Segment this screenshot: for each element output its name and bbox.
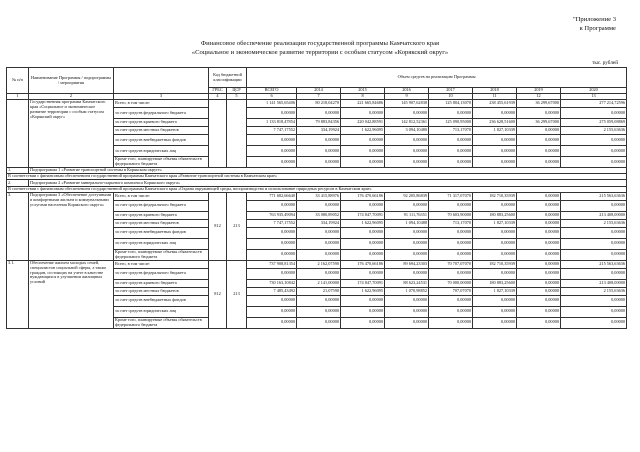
year-value: 70 000,00000 — [429, 279, 473, 287]
year-value: 0,00000 — [429, 108, 473, 119]
year-value: 79 883,84356 — [297, 119, 341, 127]
year-value: 142 812,52361 — [385, 119, 429, 127]
year-value: 125 090,95000 — [429, 119, 473, 127]
year-value: 0,00000 — [385, 146, 429, 157]
total-value: 7 485,43492 — [247, 287, 297, 295]
funding-source-label: за счет средств внебюджетных фондов — [114, 135, 209, 146]
header-csr: ЦСР — [227, 88, 247, 94]
total-value: 0,00000 — [247, 249, 297, 260]
year-value: 0,00000 — [517, 200, 561, 211]
header-year: 2019 — [517, 88, 561, 94]
year-value: 0,00000 — [429, 227, 473, 238]
year-value: 238 455,61939 — [473, 100, 517, 108]
funding-source-label: за счет средств местных бюджетов — [114, 287, 209, 295]
year-value: 0,00000 — [385, 108, 429, 119]
year-value: 182 710,35939 — [473, 192, 517, 200]
year-value: 0,00000 — [341, 317, 385, 328]
funding-source-label: за счет средств внебюджетных фондов — [114, 227, 209, 238]
total-value: 0,00000 — [247, 295, 297, 306]
year-value: 0,00000 — [297, 295, 341, 306]
index-cell: 4 — [209, 94, 227, 100]
csr-code: 213 — [227, 260, 247, 328]
table-row — [7, 100, 627, 108]
year-value: 0,00000 — [429, 306, 473, 317]
index-cell: 3 — [114, 94, 209, 100]
funding-source-label: Всего, в том числе: — [114, 192, 209, 200]
year-value: 0,00000 — [341, 227, 385, 238]
year-value: 0,00000 — [517, 157, 561, 168]
year-value: 713,17070 — [429, 127, 473, 135]
year-value: 0,00000 — [473, 227, 517, 238]
funding-source-label: за счет средств местных бюджетов — [114, 219, 209, 227]
funding-source-label: за счет средств местных бюджетов — [114, 127, 209, 135]
year-value: 0,00000 — [473, 200, 517, 211]
year-value: 0,00000 — [341, 157, 385, 168]
year-value: 0,00000 — [517, 279, 561, 287]
year-value: 0,00000 — [473, 157, 517, 168]
year-value: 80 218,04270 — [297, 100, 341, 108]
csr-code — [227, 100, 247, 168]
year-value: 0,00000 — [561, 249, 627, 260]
header-year: 2018 — [473, 88, 517, 94]
year-value: 0,00000 — [561, 146, 627, 157]
header-year: 2017 — [429, 88, 473, 94]
year-value: 0,00000 — [517, 211, 561, 219]
year-value: 92 205,86839 — [385, 192, 429, 200]
funding-source-label: за счет средств федерального бюджета — [114, 108, 209, 119]
year-value: 0,00000 — [517, 238, 561, 249]
year-value: 1 827,10339 — [473, 127, 517, 135]
total-value: 0,00000 — [247, 135, 297, 146]
header-year: 2020 — [561, 88, 627, 94]
year-value: 2 155,63636 — [561, 287, 627, 295]
index-cell: 12 — [517, 94, 561, 100]
year-value: 182 710,35939 — [473, 260, 517, 268]
funding-note: В соответствии с финансовым обеспечением государственной программы Камчатского края «Развитие транспортной системы в Камчатском крае» — [7, 174, 627, 180]
program-name: Обеспечение жильем молодых семей, специалистов социальной сферы, а также граждан, состоящих на учете в качестве нуждающихся в улучшении жилищных условий — [29, 260, 114, 328]
year-value: 33 080,89052 — [297, 211, 341, 219]
year-value: 36 299,67000 — [517, 119, 561, 127]
funding-source-label: Кроме того, планируемые объемы обязательств федерального бюджета — [114, 317, 209, 328]
header-year: 2016 — [385, 88, 429, 94]
total-value: 1 141 565,65406 — [247, 100, 297, 108]
year-value: 0,00000 — [517, 219, 561, 227]
year-value: 91 111,76351 — [385, 211, 429, 219]
funding-note: В соответствии с финансовым обеспечением государственной программы Камчатского края «Охрана окружающей среды, воспроизводство и использование природных ресурсов в Камчатском крае» — [7, 186, 627, 192]
year-value: 236 628,51600 — [473, 119, 517, 127]
total-value: 1 133 818,47854 — [247, 119, 297, 127]
year-value: 0,00000 — [517, 306, 561, 317]
year-value: 0,00000 — [297, 108, 341, 119]
year-value: 707,07070 — [429, 287, 473, 295]
funding-source-label: за счет средств федерального бюджета — [114, 268, 209, 279]
document-title — [0, 40, 640, 57]
funding-source-label: за счет средств краевого бюджета — [114, 119, 209, 127]
year-value: 1 622,96095 — [341, 219, 385, 227]
year-value: 0,00000 — [297, 227, 341, 238]
year-value: 0,00000 — [517, 127, 561, 135]
year-value: 0,00000 — [473, 108, 517, 119]
grbs-code: 812 — [209, 260, 227, 328]
year-value: 0,00000 — [561, 268, 627, 279]
year-value: 36 299,67000 — [517, 100, 561, 108]
year-value: 0,00000 — [385, 306, 429, 317]
funding-source-label: за счет средств федерального бюджета — [114, 200, 209, 211]
year-value: 0,00000 — [297, 238, 341, 249]
year-value: 0,00000 — [385, 227, 429, 238]
year-value: 0,00000 — [473, 146, 517, 157]
header-num: № п/п — [7, 68, 29, 94]
year-value: 0,00000 — [341, 268, 385, 279]
total-value: 730 163,10842 — [247, 279, 297, 287]
index-cell: 8 — [341, 94, 385, 100]
year-value: 1 070,98852 — [385, 287, 429, 295]
table-row — [7, 260, 627, 268]
header-code: Код бюджетной классификации — [209, 68, 247, 88]
year-value: 0,00000 — [341, 108, 385, 119]
index-cell: 13 — [561, 94, 627, 100]
index-cell: 10 — [429, 94, 473, 100]
year-value: 0,00000 — [517, 260, 561, 268]
total-value: 7 747,17552 — [247, 219, 297, 227]
year-value: 0,00000 — [429, 238, 473, 249]
table-body — [7, 100, 627, 329]
year-value: 70 603,90000 — [429, 211, 473, 219]
year-value: 213 408,00000 — [561, 279, 627, 287]
year-value: 0,00000 — [473, 317, 517, 328]
year-value: 0,00000 — [517, 227, 561, 238]
program-name: Подпрограмма 3 «Обеспечение доступными и комфортными жильем и коммунальными услугами населения Корякского округа» — [29, 192, 114, 260]
program-name: Государственная программа Камчатского края «Социальное и экономическое развитие территории с особым статусом «Корякский округ» — [29, 100, 114, 168]
year-value: 0,00000 — [473, 295, 517, 306]
year-value: 0,00000 — [385, 317, 429, 328]
year-value: 2 155,63636 — [561, 127, 627, 135]
index-cell: 11 — [473, 94, 517, 100]
finance-table — [6, 67, 627, 329]
year-value: 1 622,96095 — [341, 127, 385, 135]
header-year: 2014 — [297, 88, 341, 94]
year-value: 0,00000 — [517, 108, 561, 119]
funding-source-label: за счет средств краевого бюджета — [114, 279, 209, 287]
year-value: 0,00000 — [429, 268, 473, 279]
funding-source-label: Кроме того, планируемые объемы обязательств федерального бюджета — [114, 249, 209, 260]
year-value: 1 827,10339 — [473, 219, 517, 227]
year-value: 213 408,00000 — [561, 211, 627, 219]
year-value: 277 214,72596 — [561, 100, 627, 108]
year-value: 0,00000 — [429, 295, 473, 306]
total-value: 0,00000 — [247, 317, 297, 328]
year-value: 0,00000 — [517, 295, 561, 306]
index-cell: 7 — [297, 94, 341, 100]
total-value: 7 747,17552 — [247, 127, 297, 135]
total-value: 0,00000 — [247, 227, 297, 238]
year-value: 89 694,23303 — [385, 260, 429, 268]
year-value: 0,00000 — [473, 135, 517, 146]
year-value: 0,00000 — [341, 135, 385, 146]
year-value: 174 847,70091 — [341, 211, 385, 219]
year-value: 0,00000 — [517, 249, 561, 260]
year-value: 0,00000 — [429, 317, 473, 328]
year-value: 176 470,66186 — [341, 260, 385, 268]
total-value: 0,00000 — [247, 306, 297, 317]
year-value: 0,00000 — [429, 135, 473, 146]
subprogram-number: 1. — [7, 168, 29, 174]
year-value: 0,00000 — [561, 200, 627, 211]
year-value: 0,00000 — [341, 146, 385, 157]
year-value: 0,00000 — [385, 135, 429, 146]
year-value: 3 094,10480 — [385, 127, 429, 135]
total-value: 771 682,66640 — [247, 192, 297, 200]
header-total: ВСЕГО — [247, 88, 297, 94]
year-value: 0,00000 — [297, 317, 341, 328]
year-value: 1 827,10339 — [473, 287, 517, 295]
appendix-line-1: "Приложение 3 — [572, 16, 616, 23]
grbs-code — [209, 100, 227, 168]
year-value: 2 155,63636 — [561, 219, 627, 227]
total-value: 737 908,81354 — [247, 260, 297, 268]
year-value: 70 707,07070 — [429, 260, 473, 268]
year-value: 0,00000 — [341, 306, 385, 317]
year-value: 0,00000 — [385, 295, 429, 306]
year-value: 0,00000 — [429, 157, 473, 168]
total-value: 0,00000 — [247, 200, 297, 211]
year-value: 0,00000 — [561, 157, 627, 168]
funding-source-label: за счет средств юридических лиц — [114, 146, 209, 157]
year-value: 0,00000 — [385, 200, 429, 211]
year-value: 2 162,07590 — [297, 260, 341, 268]
csr-code: 213 — [227, 192, 247, 260]
funding-source-label: за счет средств внебюджетных фондов — [114, 295, 209, 306]
header-volume: Объем средств на реализацию Программы — [247, 68, 627, 88]
year-value: 0,00000 — [429, 249, 473, 260]
header-year: 2015 — [341, 88, 385, 94]
year-value: 713,17070 — [429, 219, 473, 227]
funding-source-label: за счет средств краевого бюджета — [114, 211, 209, 219]
year-value: 180 883,25600 — [473, 211, 517, 219]
row-number: 3. — [7, 192, 29, 260]
year-value: 174 847,70091 — [341, 279, 385, 287]
year-value: 0,00000 — [341, 295, 385, 306]
title-line-1: Финансовое обеспечение реализации государственной программы Камчатского края — [200, 40, 440, 47]
year-value: 334,19924 — [297, 219, 341, 227]
total-value: 0,00000 — [247, 157, 297, 168]
header-grbs: ГРБС — [209, 88, 227, 94]
index-cell: 2 — [29, 94, 114, 100]
year-value: 176 470,66186 — [341, 192, 385, 200]
row-number: 3.1. — [7, 260, 29, 328]
subprogram-title: Подпрограмма 2 «Развитие минерально-сырьевого комплекса Корякского округа» — [29, 180, 627, 186]
year-value: 0,00000 — [473, 268, 517, 279]
year-value: 0,00000 — [385, 238, 429, 249]
row-number — [7, 100, 29, 168]
year-value: 0,00000 — [473, 238, 517, 249]
year-value: 221 665,84686 — [341, 100, 385, 108]
year-value: 0,00000 — [341, 238, 385, 249]
table-row — [7, 192, 627, 200]
year-value: 33 415,88976 — [297, 192, 341, 200]
year-value: 0,00000 — [297, 306, 341, 317]
funding-source-label: Всего, в том числе: — [114, 260, 209, 268]
year-value: 0,00000 — [561, 295, 627, 306]
title-line-2: «Социальное и экономическое развитие территории с особым статусом «Корякский округ» — [191, 48, 449, 56]
year-value: 0,00000 — [385, 157, 429, 168]
year-value: 0,00000 — [385, 268, 429, 279]
year-value: 1 622,96095 — [341, 287, 385, 295]
year-value: 180 883,25600 — [473, 279, 517, 287]
year-value: 0,00000 — [517, 146, 561, 157]
year-value: 2 141,00000 — [297, 279, 341, 287]
appendix-line-2: к Программе — [579, 24, 616, 32]
year-value: 0,00000 — [561, 317, 627, 328]
year-value: 0,00000 — [297, 135, 341, 146]
funding-source-label: за счет средств юридических лиц — [114, 238, 209, 249]
year-value: 0,00000 — [297, 200, 341, 211]
funding-source-label: Всего, в том числе: — [114, 100, 209, 108]
year-value: 0,00000 — [561, 108, 627, 119]
year-value: 21,07590 — [297, 287, 341, 295]
index-cell: 9 — [385, 94, 429, 100]
year-value: 71 317,07070 — [429, 192, 473, 200]
header-blank — [114, 68, 209, 94]
year-value: 0,00000 — [297, 268, 341, 279]
year-value: 0,00000 — [561, 135, 627, 146]
year-value: 0,00000 — [341, 200, 385, 211]
year-value: 0,00000 — [297, 249, 341, 260]
year-value: 0,00000 — [517, 317, 561, 328]
funding-source-label: за счет средств юридических лиц — [114, 306, 209, 317]
appendix-label — [573, 16, 616, 33]
year-value: 0,00000 — [561, 227, 627, 238]
index-cell: 5 — [227, 94, 247, 100]
year-value: 0,00000 — [429, 146, 473, 157]
units-label: тыс. рублей — [592, 60, 618, 66]
year-value: 0,00000 — [517, 287, 561, 295]
funding-source-label: Кроме того, планируемые объемы обязательств федерального бюджета — [114, 157, 209, 168]
year-value: 0,00000 — [297, 157, 341, 168]
year-value: 125 804,13070 — [429, 100, 473, 108]
year-value: 0,00000 — [561, 306, 627, 317]
header-name: Наименование Программы / подпрограммы / мероприятия — [29, 68, 114, 94]
year-value: 0,00000 — [385, 249, 429, 260]
total-value: 0,00000 — [247, 108, 297, 119]
year-value: 215 563,63636 — [561, 192, 627, 200]
year-value: 88 623,24531 — [385, 279, 429, 287]
year-value: 215 563,63636 — [561, 260, 627, 268]
year-value: 0,00000 — [473, 249, 517, 260]
year-value: 0,00000 — [341, 249, 385, 260]
year-value: 275 059,08869 — [561, 119, 627, 127]
year-value: 145 907,62838 — [385, 100, 429, 108]
total-value: 0,00000 — [247, 238, 297, 249]
year-value: 0,00000 — [429, 200, 473, 211]
subprogram-number: 2. — [7, 180, 29, 186]
year-value: 220 042,88591 — [341, 119, 385, 127]
year-value: 0,00000 — [473, 306, 517, 317]
year-value: 0,00000 — [561, 238, 627, 249]
index-cell: 1 — [7, 94, 29, 100]
year-value: 0,00000 — [297, 146, 341, 157]
subprogram-title: Подпрограмма 1 «Развитие транспортной системы в Корякском округе» — [29, 168, 627, 174]
total-value: 763 935,49094 — [247, 211, 297, 219]
index-cell: 6 — [247, 94, 297, 100]
year-value: 0,00000 — [517, 135, 561, 146]
total-value: 0,00000 — [247, 268, 297, 279]
grbs-code: 812 — [209, 192, 227, 260]
year-value: 1 094,10488 — [385, 219, 429, 227]
total-value: 0,00000 — [247, 146, 297, 157]
year-value: 334,19924 — [297, 127, 341, 135]
year-value: 0,00000 — [517, 192, 561, 200]
year-value: 0,00000 — [517, 268, 561, 279]
